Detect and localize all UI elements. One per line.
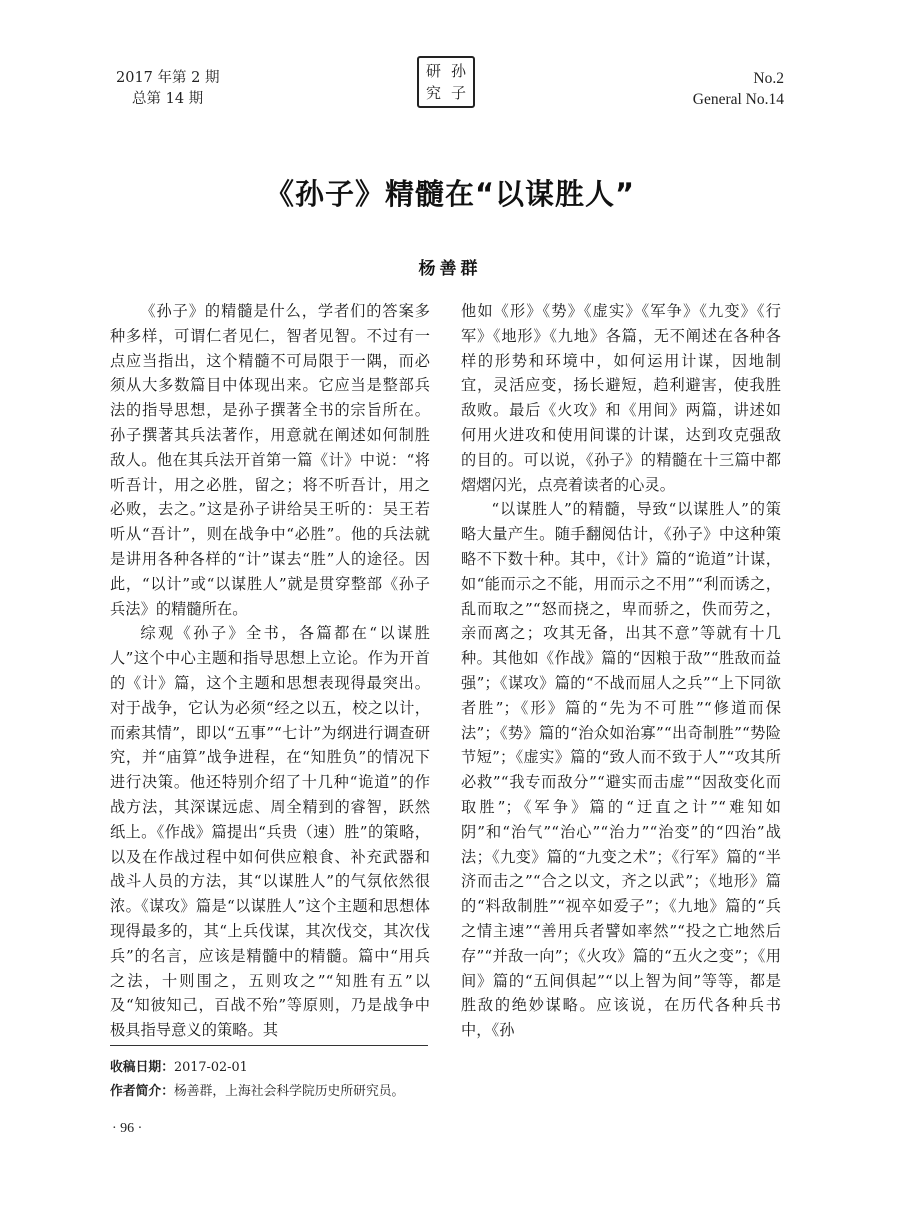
paragraph: 综观《孙子》全书，各篇都在“以谋胜人”这个中心主题和指导思想上立论。作为开首的《计》篇，这个主题和思想表现得最突出。对于战争，它认为必须“经之以五，校之以计，而索其情”，即以“五事”“七计”为纲进行调查研究，并“庙算”战争进程，在“知胜负”的情况下进行决策。他还特别介绍了十几种“诡道”的作战方法，其深谋远虑、周全精到的睿智，跃然纸上。《作战》篇提出“兵贵（速）胜”的策略，以及在作战过程中如何供应粮食、补充武器和战斗人员的方法，其“以谋胜人”的气氛依然很浓。《谋攻》篇是“以谋胜人”这个主题和思想体现得最多的，其“上兵伐谋，其次伐交，其次伐兵”的名言，应该是精髓中的精髓。篇中“用兵之法，十则围之，五则攻之”“知胜有五”以及“知彼知己，百战不殆”等原则，乃是战争中极具指导意义的策略。其 <box>110 624 430 1040</box>
footnote-divider <box>110 1045 428 1046</box>
issue-info-cn <box>116 68 219 110</box>
footnotes <box>110 1056 404 1104</box>
received-date-line <box>110 1056 404 1080</box>
bio-label: 作者简介： <box>110 1084 174 1099</box>
seal-char-3: 究 <box>425 83 441 102</box>
article-title: 《孙子》精髓在“以谋胜人” <box>264 177 636 211</box>
author-bio-line <box>110 1080 404 1104</box>
issue-number-cn: 2017 年第 2 期 <box>116 70 220 86</box>
left-column <box>110 299 430 1043</box>
paragraph: 《孙子》的精髓是什么，学者们的答案多种多样，可谓仁者见仁，智者见智。不过有一点应当指出，这个精髓不可局限于一隅，而必须从大多数篇目中体现出来。它应当是整部兵法的指导思想，是孙子撰著全书的宗旨所在。孙子撰著其兵法著作，用意就在阐述如何制胜敌人。他在其兵法开首第一篇《计》中说：“将听吾计，用之必胜，留之；将不听吾计，用之必败，去之。”这是孙子讲给吴王听的：吴王若听从“吾计”，则在战争中“必胜”。他的兵法就是讲用各种各样的“计”谋去“胜”人的途径。因此，“以计”或“以谋胜人”就是贯穿整部《孙子兵法》的精髓所在。 <box>110 302 430 618</box>
bio-text: 杨善群，上海社会科学院历史所研究员。 <box>173 1084 405 1099</box>
seal-char-4: 子 <box>450 83 466 102</box>
issue-number-en: No.2 <box>753 70 784 87</box>
paragraph-continued: 他如《形》《势》《虚实》《军争》《九变》《行军》《地形》《九地》各篇，无不阐述在各种各样的形势和环境中，如何运用计谋，因地制宜，灵活应变，扬长避短，趋利避害，使我胜敌败。最后《火攻》和《用间》两篇，讲述如何用火进攻和使用间谍的计谋，达到攻克强敌的目的。可以说，《孙子》的精髓在十三篇中都熠熠闪光，点亮着读者的心灵。 <box>461 302 781 494</box>
issue-info-en <box>693 68 784 110</box>
received-date: 2017-02-01 <box>173 1060 248 1075</box>
total-issue-en: General No.14 <box>692 91 784 108</box>
seal-char-2: 孙 <box>450 61 466 80</box>
article-author: 杨善群 <box>418 259 482 279</box>
right-column <box>461 299 781 1043</box>
received-label: 收稿日期： <box>110 1060 174 1075</box>
total-issue-cn: 总第 14 期 <box>132 91 204 107</box>
seal-char-1: 研 <box>425 61 441 80</box>
page-number: · 96 · <box>112 1121 143 1136</box>
paragraph: “以谋胜人”的精髓，导致“以谋胜人”的策略大量产生。随手翻阅估计，《孙子》中这种策略不下数十种。其中，《计》篇的“诡道”计谋，如“能而示之不能，用而示之不用”“利而诱之，乱而取之”“怒而挠之，卑而骄之，佚而劳之，亲而离之；攻其无备，出其不意”等就有十几种。其他如《作战》篇的“因粮于敌”“胜敌而益强”；《谋攻》篇的“不战而屈人之兵”“上下同欲者胜”；《形》篇的“先为不可胜”“修道而保法”；《势》篇的“治众如治寡”“出奇制胜”“势险节短”；《虚实》篇的“致人而不致于人”“攻其所必救”“我专而敌分”“避实而击虚”“因敌变化而取胜”；《军争》篇的“迂直之计”“难知如阴”和“治气”“治心”“治力”“治变”的“四治”战法；《九变》篇的“九变之术”；《行军》篇的“半济而击之”“合之以文，齐之以武”；《地形》篇的“料敌制胜”“视卒如爱子”；《九地》篇的“兵之情主速”“善用兵者譬如率然”“投之亡地然后存”“并敌一向”；《火攻》篇的“五火之变”；《用间》篇的“五间俱起”“以上智为间”等等，都是胜敌的绝妙谋略。应该说，在历代各种兵书中，《孙 <box>461 500 781 1040</box>
journal-seal-logo <box>417 56 475 108</box>
